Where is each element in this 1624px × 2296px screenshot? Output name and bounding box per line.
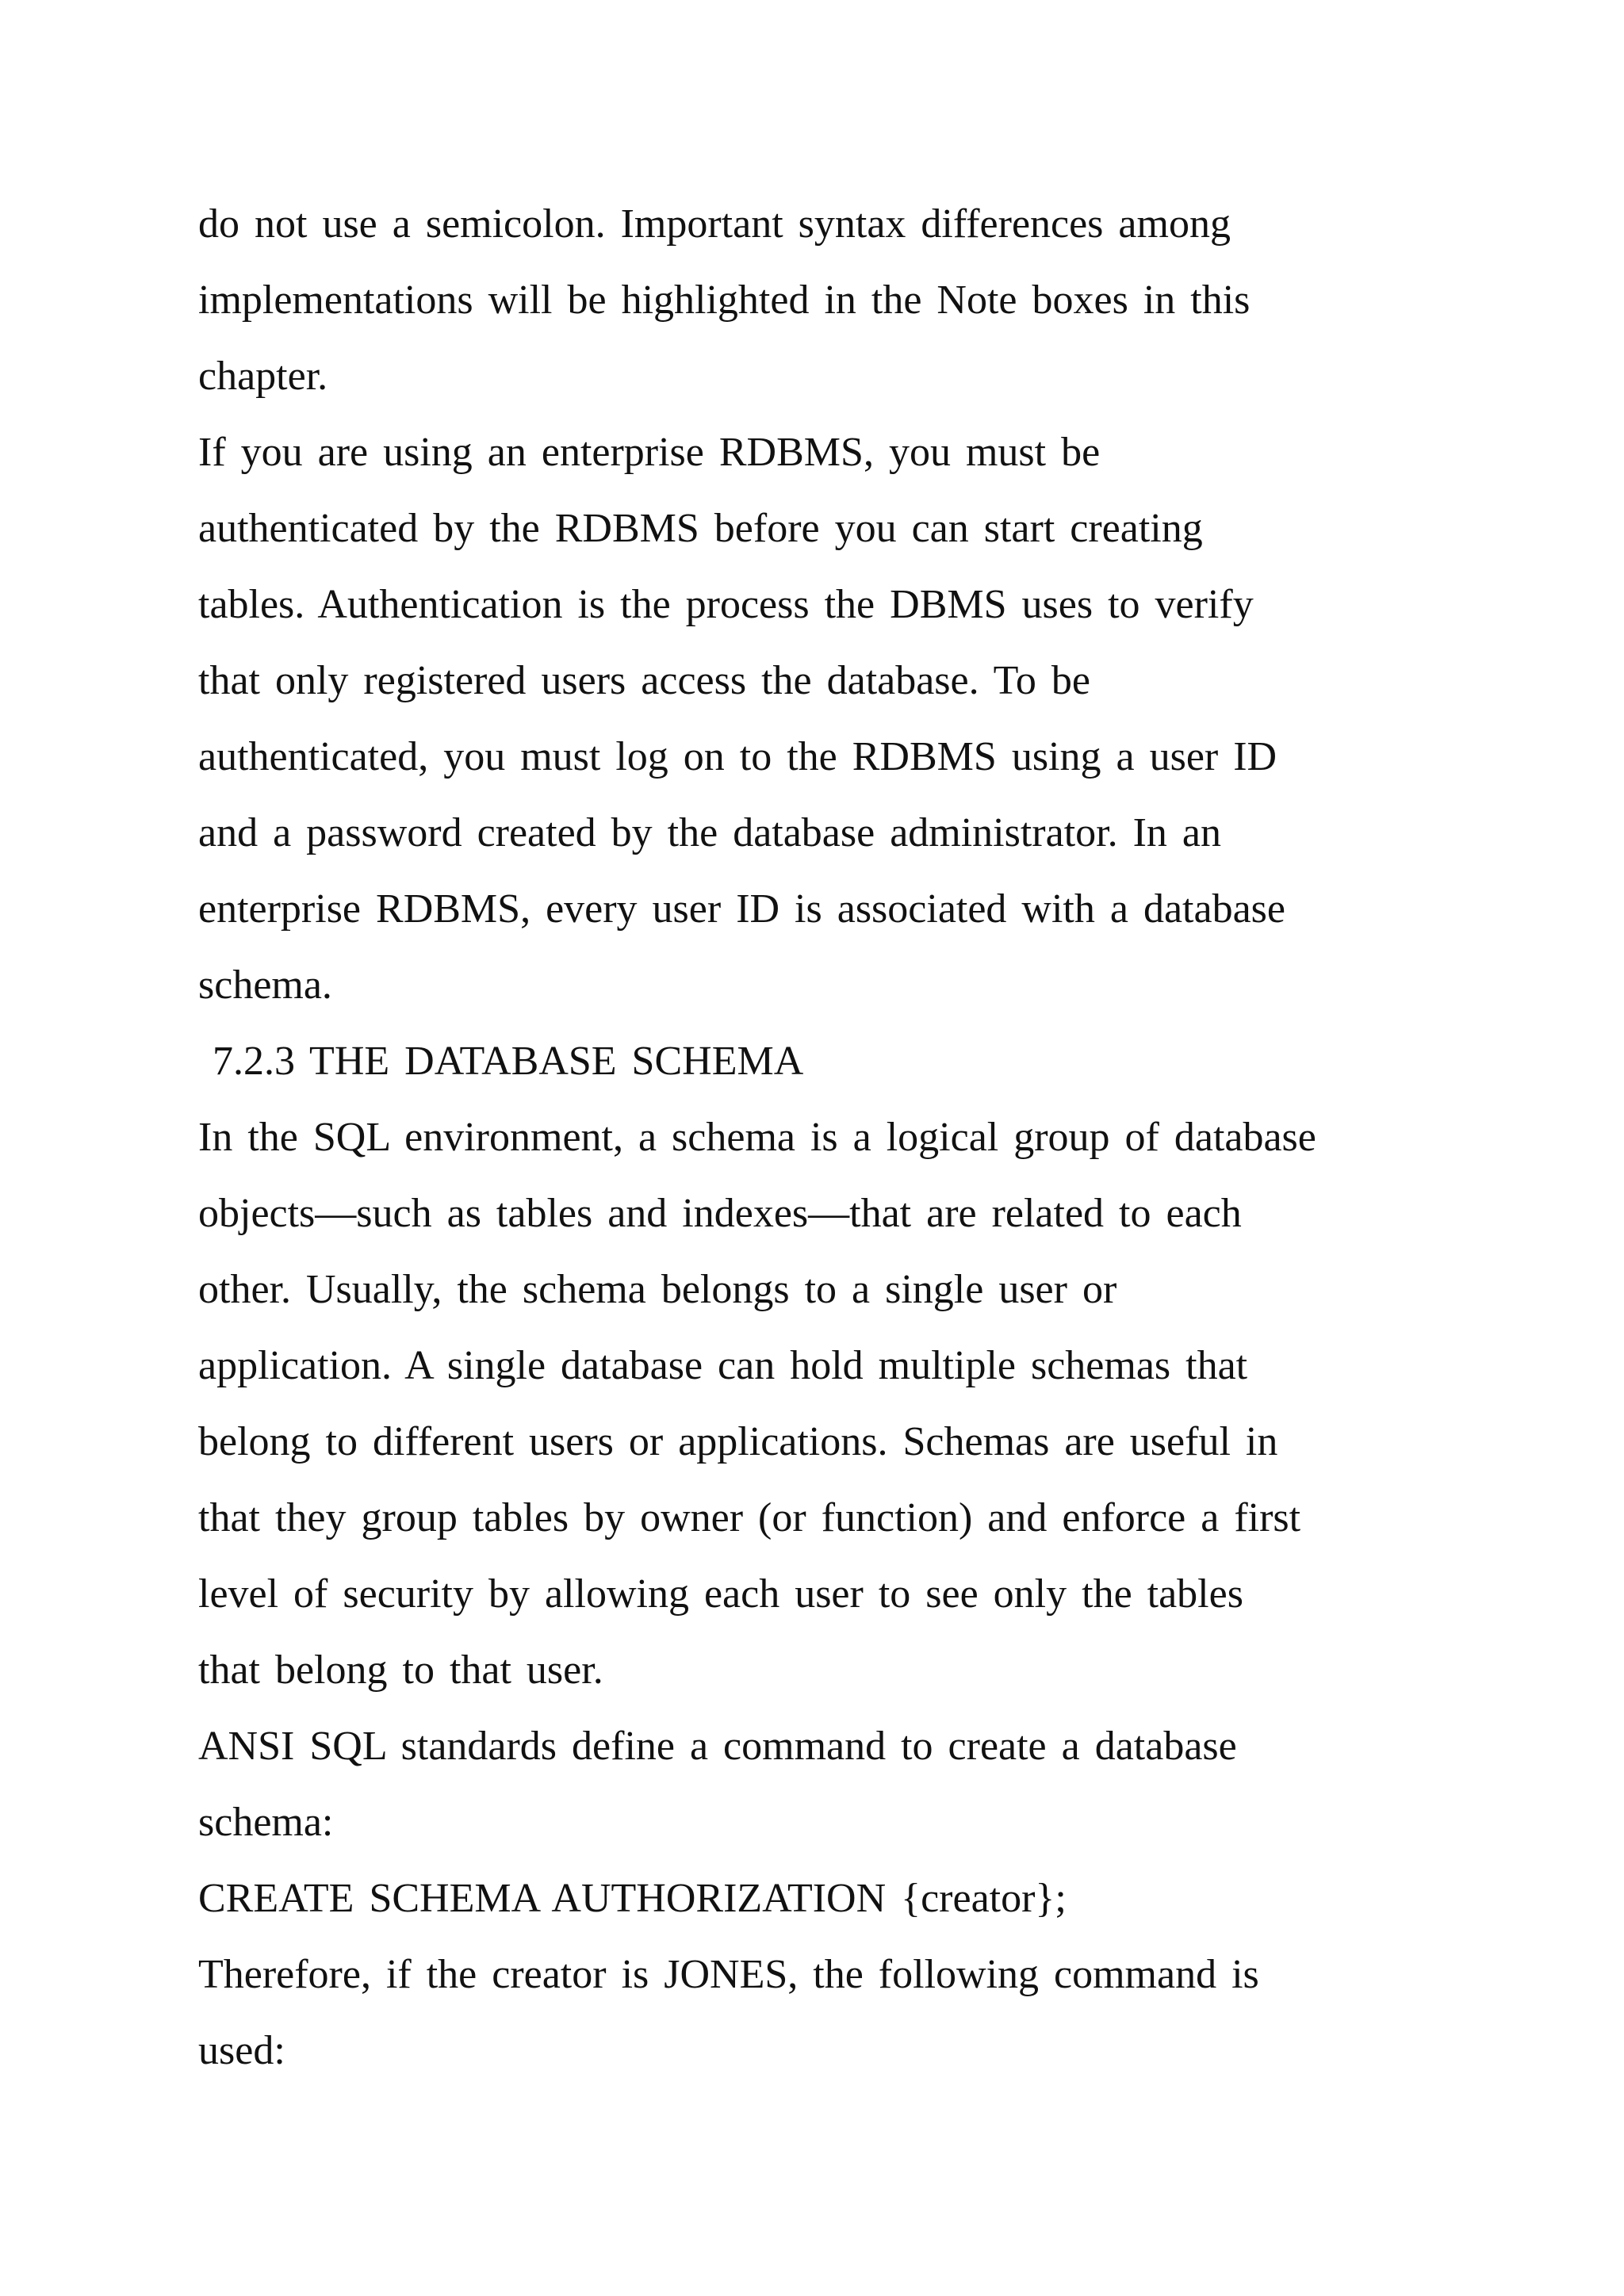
text-line: that they group tables by owner (or function) and enforce a first <box>198 1495 1301 1540</box>
text-line: enterprise RDBMS, every user ID is associated with a database <box>198 886 1285 932</box>
text-line: If you are using an enterprise RDBMS, you must be <box>198 430 1101 475</box>
text-line: that belong to that user. <box>198 1647 603 1693</box>
text-line: schema. <box>198 962 332 1008</box>
text-line: chapter. <box>198 354 328 399</box>
text-line: other. Usually, the schema belongs to a single user or <box>198 1267 1117 1312</box>
body-text <box>198 186 1451 2089</box>
text-line: used: <box>198 2028 285 2073</box>
section-heading: 7.2.3 THE DATABASE SCHEMA <box>213 1039 804 1084</box>
code-line: CREATE SCHEMA AUTHORIZATION {creator}; <box>198 1876 1067 1921</box>
text-line: schema: <box>198 1800 334 1845</box>
text-line: ANSI SQL standards define a command to create a database <box>198 1724 1237 1769</box>
text-line: authenticated by the RDBMS before you can start creating <box>198 506 1203 551</box>
text-line: do not use a semicolon. Important syntax differences among <box>198 201 1231 247</box>
text-line: objects—such as tables and indexes—that are related to each <box>198 1191 1242 1236</box>
text-line: Therefore, if the creator is JONES, the following command is <box>198 1952 1259 1997</box>
text-line: authenticated, you must log on to the RDBMS using a user ID <box>198 734 1277 779</box>
text-line: In the SQL environment, a schema is a logical group of database <box>198 1115 1316 1160</box>
text-line: application. A single database can hold multiple schemas that <box>198 1343 1248 1388</box>
text-line: belong to different users or applications. Schemas are useful in <box>198 1419 1278 1464</box>
text-line: that only registered users access the database. To be <box>198 658 1090 703</box>
text-line: tables. Authentication is the process the DBMS uses to verify <box>198 582 1254 627</box>
text-line: level of security by allowing each user to see only the tables <box>198 1571 1243 1617</box>
text-line: implementations will be highlighted in the Note boxes in this <box>198 277 1251 323</box>
text-line: and a password created by the database administrator. In an <box>198 810 1221 855</box>
